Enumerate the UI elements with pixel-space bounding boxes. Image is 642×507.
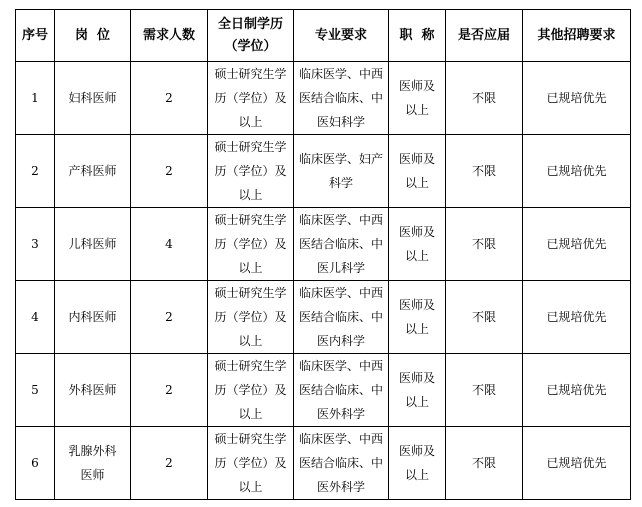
- cell-other: 已规培优先: [523, 208, 631, 281]
- cell-major: [294, 135, 389, 208]
- cell-graduate: 不限: [446, 427, 523, 500]
- cell-title: [389, 281, 446, 354]
- cell-post-text: 内科医师: [68, 310, 117, 324]
- cell-education: [208, 208, 294, 281]
- cell-major: [294, 281, 389, 354]
- cell-index: 2: [16, 135, 55, 208]
- cell-education: [208, 135, 294, 208]
- header-index: 序号: [16, 10, 55, 62]
- cell-post-text: 产科医师: [68, 164, 117, 178]
- cell-education-text: 硕士研究生学历（学位）及以上: [214, 140, 287, 202]
- cell-education: [208, 354, 294, 427]
- cell-index: 6: [16, 427, 55, 500]
- cell-other: 已规培优先: [523, 62, 631, 135]
- cell-index: 5: [16, 354, 55, 427]
- header-post: 岗 位: [55, 10, 131, 62]
- cell-other: 已规培优先: [523, 427, 631, 500]
- header-count: 需求人数: [131, 10, 208, 62]
- table-row: [16, 62, 631, 135]
- table-row: [16, 281, 631, 354]
- recruitment-table: [15, 9, 631, 500]
- cell-education-text: 硕士研究生学历（学位）及以上: [214, 286, 287, 348]
- cell-title: [389, 427, 446, 500]
- cell-count: 2: [131, 281, 208, 354]
- cell-major-text: 临床医学、中西医结合临床、中医外科学: [299, 432, 384, 494]
- cell-graduate: 不限: [446, 208, 523, 281]
- cell-post: [55, 354, 131, 427]
- cell-major: [294, 208, 389, 281]
- cell-count: 2: [131, 427, 208, 500]
- cell-title-text: 医师及以上: [398, 79, 435, 117]
- header-graduate: 是否应届: [446, 10, 523, 62]
- table-body: [16, 62, 631, 500]
- cell-graduate: 不限: [446, 354, 523, 427]
- header-other: 其他招聘要求: [523, 10, 631, 62]
- cell-title-text: 医师及以上: [398, 152, 435, 190]
- cell-major: [294, 427, 389, 500]
- cell-title: [389, 208, 446, 281]
- cell-title-text: 医师及以上: [398, 225, 435, 263]
- cell-education-text: 硕士研究生学历（学位）及以上: [214, 213, 287, 275]
- cell-other: 已规培优先: [523, 354, 631, 427]
- cell-post-text: 妇科医师: [68, 91, 117, 105]
- cell-title: [389, 354, 446, 427]
- header-title: 职 称: [389, 10, 446, 62]
- header-education: [208, 10, 294, 62]
- table-row: [16, 427, 631, 500]
- cell-title-text: 医师及以上: [398, 371, 435, 409]
- cell-graduate: 不限: [446, 135, 523, 208]
- cell-post-text: 儿科医师: [68, 237, 117, 251]
- header-major: 专业要求: [294, 10, 389, 62]
- cell-post-text: 外科医师: [68, 383, 117, 397]
- cell-education-text: 硕士研究生学历（学位）及以上: [214, 67, 287, 129]
- cell-major-text: 临床医学、中西医结合临床、中医妇科学: [299, 67, 384, 129]
- cell-post: [55, 281, 131, 354]
- cell-education: [208, 427, 294, 500]
- cell-index: 4: [16, 281, 55, 354]
- cell-post: [55, 208, 131, 281]
- cell-index: 1: [16, 62, 55, 135]
- cell-post: [55, 427, 131, 500]
- table-row: [16, 208, 631, 281]
- cell-post: [55, 135, 131, 208]
- cell-post: [55, 62, 131, 135]
- cell-count: 4: [131, 208, 208, 281]
- header-education-label: 全日制学历（学位）: [217, 16, 283, 54]
- header-row: [16, 10, 631, 62]
- cell-education-text: 硕士研究生学历（学位）及以上: [214, 432, 287, 494]
- cell-education: [208, 62, 294, 135]
- cell-major-text: 临床医学、妇产科学: [299, 152, 384, 190]
- cell-index: 3: [16, 208, 55, 281]
- cell-title-text: 医师及以上: [398, 298, 435, 336]
- cell-major-text: 临床医学、中西医结合临床、中医儿科学: [299, 213, 384, 275]
- cell-major: [294, 354, 389, 427]
- cell-other: 已规培优先: [523, 135, 631, 208]
- cell-education: [208, 281, 294, 354]
- cell-count: 2: [131, 354, 208, 427]
- cell-major-text: 临床医学、中西医结合临床、中医外科学: [299, 359, 384, 421]
- cell-title-text: 医师及以上: [398, 444, 435, 482]
- cell-major-text: 临床医学、中西医结合临床、中医内科学: [299, 286, 384, 348]
- cell-count: 2: [131, 62, 208, 135]
- cell-title: [389, 135, 446, 208]
- cell-major: [294, 62, 389, 135]
- cell-education-text: 硕士研究生学历（学位）及以上: [214, 359, 287, 421]
- cell-graduate: 不限: [446, 281, 523, 354]
- cell-count: 2: [131, 135, 208, 208]
- cell-title: [389, 62, 446, 135]
- cell-post-text: 乳腺外科医师: [68, 444, 117, 482]
- cell-other: 已规培优先: [523, 281, 631, 354]
- table-row: [16, 135, 631, 208]
- cell-graduate: 不限: [446, 62, 523, 135]
- table-row: [16, 354, 631, 427]
